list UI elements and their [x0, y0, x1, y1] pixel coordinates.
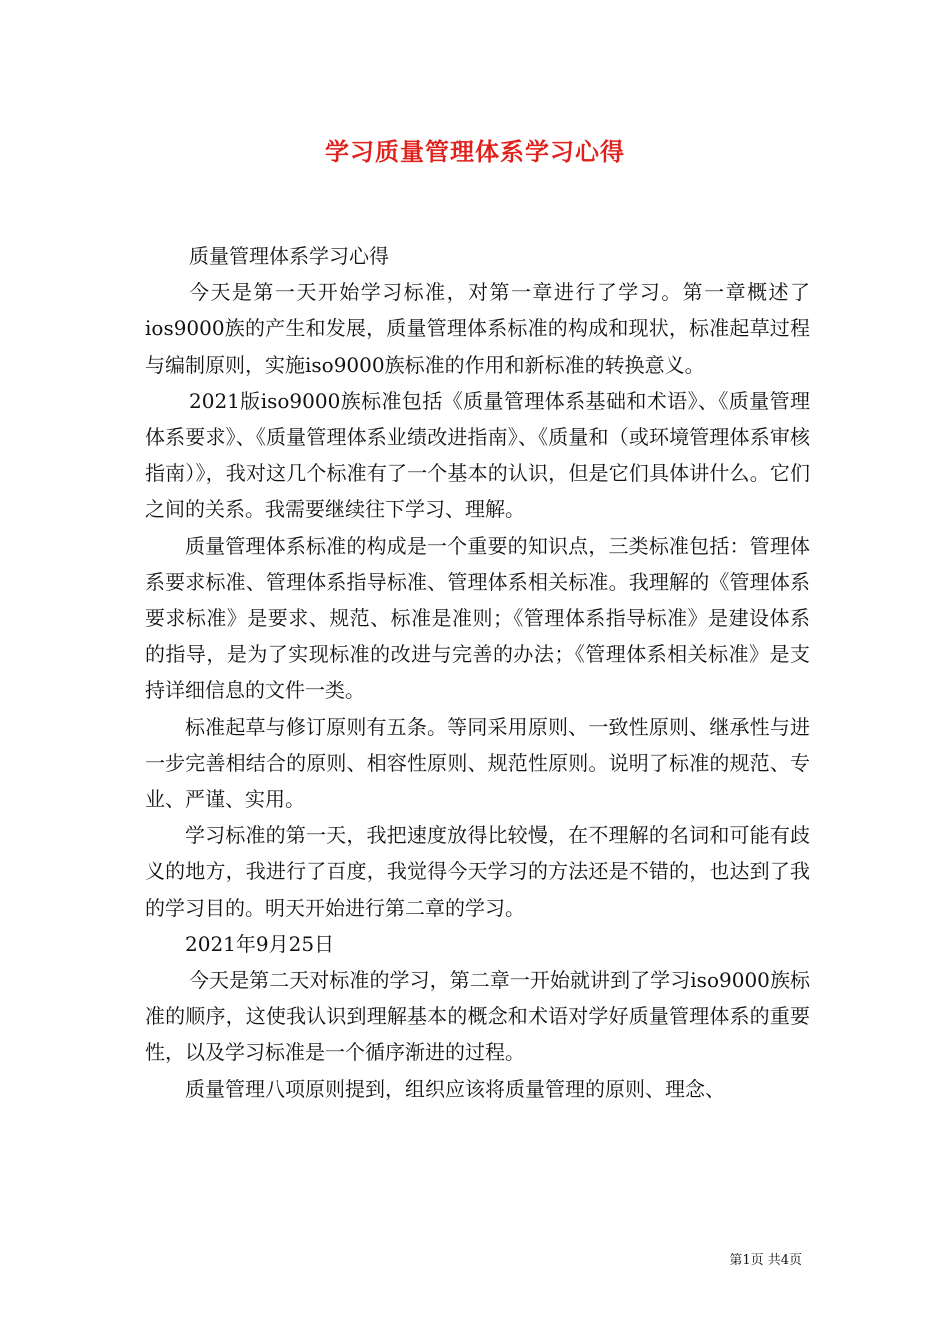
body-paragraph: 质量管理体系学习心得	[189, 244, 389, 268]
body-paragraph: 质量管理八项原则提到，组织应该将质量管理的原则、理念、	[185, 1076, 725, 1101]
date-line: 2021年9月25日	[185, 931, 335, 956]
body-paragraph: 学习标准的第一天，我把速度放得比较慢，在不理解的名词和可能有歧义的地方，我进行了百度，我觉得今天学习的方法还是不错的，也达到了我的学习目的。明天开始进行第二章的学习。	[145, 823, 810, 920]
page-number: 第1页 共4页	[729, 1253, 802, 1268]
document-title: 学习质量管理体系学习心得	[325, 137, 625, 166]
body-paragraph: 今天是第一天开始学习标准，对第一章进行了学习。第一章概述了ios9000族的产生和发展，质量管理体系标准的构成和现状，标准起草过程与编制原则，实施iso9000族标准的作用和新标准的转换意义。	[145, 280, 810, 377]
document-body	[145, 238, 810, 1107]
body-paragraph: 今天是第二天对标准的学习，第二章一开始就讲到了学习iso9000族标准的顺序，这使我认识到理解基本的概念和术语对学好质量管理体系的重要性，以及学习标准是一个循序渐进的过程。	[145, 968, 810, 1065]
body-paragraph: 质量管理体系标准的构成是一个重要的知识点，三类标准包括：管理体系要求标准、管理体系指导标准、管理体系相关标准。我理解的《管理体系要求标准》是要求、规范、标准是准则；《管理体系指导标准》是建设体系的指导，是为了实现标准的改进与完善的办法；《管理体系相关标准》是支持详细信息的文件一类。	[145, 533, 810, 703]
body-paragraph: 2021版iso9000族标准包括《质量管理体系基础和术语》、《质量管理体系要求》、《质量管理体系业绩改进指南》、《质量和（或环境管理体系审核指南）》，我对这几个标准有了一个基本的认识，但是它们具体讲什么。它们之间的关系。我需要继续往下学习、理解。	[145, 388, 810, 522]
body-paragraph: 标准起草与修订原则有五条。等同采用原则、一致性原则、继承性与进一步完善相结合的原则、相容性原则、规范性原则。说明了标准的规范、专业、严谨、实用。	[145, 714, 810, 812]
